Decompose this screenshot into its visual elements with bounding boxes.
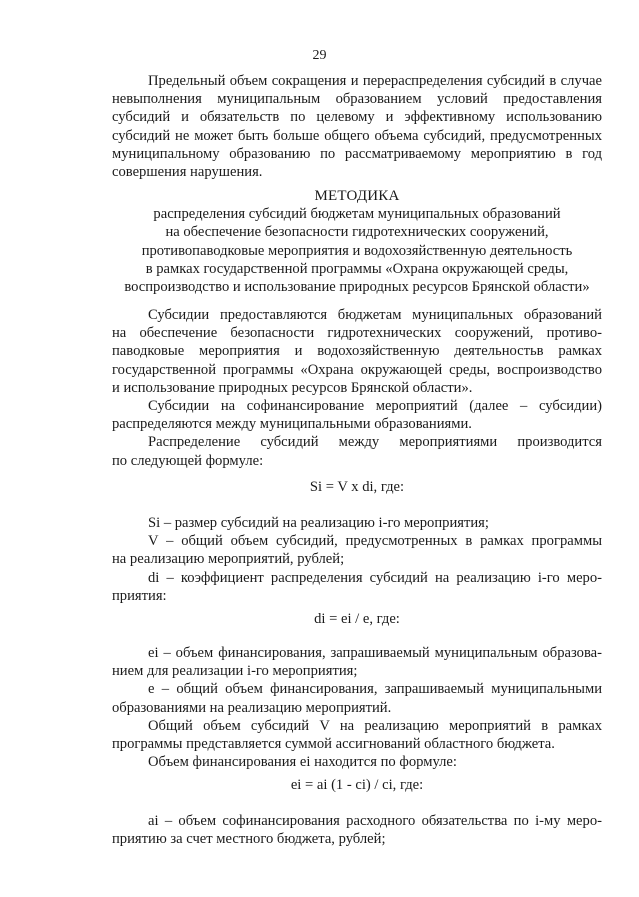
text-line: на реализацию мероприятий, рублей;: [112, 551, 345, 568]
methodology-subtitle-line: на обеспечение безопасности гидротехнических сооружений,: [165, 224, 549, 241]
formula-block: [112, 478, 602, 496]
text-line: приятию за счет местного бюджета, рублей;: [112, 831, 386, 848]
text-line: на обеспечение безопасности гидротехнических сооружений, противо-: [112, 325, 602, 342]
methodology-heading-block: [112, 187, 602, 296]
text-line: и использование природных ресурсов Брянской области».: [112, 379, 473, 396]
methodology-subtitle-line: воспроизводство и использование природных ресурсов Брянской области»: [124, 279, 590, 296]
methodology-title: МЕТОДИКА: [314, 188, 400, 204]
formula-block: [112, 610, 602, 628]
methodology-subtitle-line: распределения субсидий бюджетам муниципальных образований: [153, 206, 561, 223]
intro-paragraph: [112, 72, 602, 181]
page-number: 29: [312, 48, 327, 63]
text-line: совершения нарушения.: [112, 164, 263, 181]
methodology-subtitle-line: в рамках государственной программы «Охрана окружающей среды,: [145, 260, 569, 277]
text-line: субсидий и обязательств по целевому и эффективному использованию: [112, 109, 602, 126]
text-line: di – коэффициент распределения субсидий на реализацию i-го меро-: [148, 569, 602, 586]
text-line: образованиями на реализацию мероприятий.: [112, 699, 392, 716]
text-line: Субсидии на софинансирование мероприятий (далее – субсидии): [148, 398, 602, 415]
text-line: e – общий объем финансирования, запрашиваемый муниципальными: [148, 681, 602, 698]
formula-si: Si = V x di, где:: [309, 479, 405, 495]
text-line: государственной программы «Охрана окружающей среды, воспроизводство: [112, 361, 602, 378]
methodology-subtitle-line: противопаводковые мероприятия и водохозяйственную деятельность: [141, 242, 573, 259]
text-line: Общий объем субсидий V на реализацию мероприятий в рамках: [148, 717, 602, 734]
text-line: ei – объем финансирования, запрашиваемый муниципальным образова-: [148, 645, 602, 661]
text-line: Предельный объем сокращения и перераспределения субсидий в случае: [148, 73, 602, 89]
formula-di: di = ei / e, где:: [314, 611, 400, 627]
text-line: невыполнения муниципальным образованием условий предоставления: [112, 91, 602, 108]
definitions-block: [112, 644, 602, 771]
formula-block: [112, 776, 602, 794]
definitions-block: [112, 514, 602, 605]
paragraph-subsidies-provided: [112, 306, 602, 470]
text-line: нием для реализации i-го мероприятия;: [112, 663, 358, 680]
text-line: приятия:: [112, 587, 167, 604]
text-line: Распределение субсидий между мероприятиями производится: [148, 434, 602, 451]
text-line: по следующей формуле:: [112, 452, 264, 469]
text-line: Субсидии предоставляются бюджетам муниципальных образований: [148, 307, 602, 323]
definition-si: Si – размер субсидий на реализацию i-го мероприятия;: [148, 515, 489, 531]
formula-ei: ei = ai (1 - ci) / ci, где:: [290, 777, 424, 793]
text-line: паводковые мероприятия и водохозяйственную деятельностьв рамках: [112, 343, 602, 360]
text-line: субсидий не может быть больше общего объема субсидий, предусмотренных: [112, 127, 602, 144]
text-line: программы представляется суммой ассигнований областного бюджета.: [112, 736, 555, 753]
text-line: ai – объем софинансирования расходного обязательства по i-му меро-: [148, 813, 602, 829]
text-line: муниципальному образованию по рассматриваемому мероприятию в год: [112, 145, 602, 162]
text-line: распределяются между муниципальными образованиями.: [112, 416, 472, 433]
text-line: Объем финансирования ei находится по формуле:: [148, 754, 457, 771]
text-line: V – общий объем субсидий, предусмотренных в рамках программы: [148, 533, 602, 550]
definitions-block: [112, 812, 602, 848]
